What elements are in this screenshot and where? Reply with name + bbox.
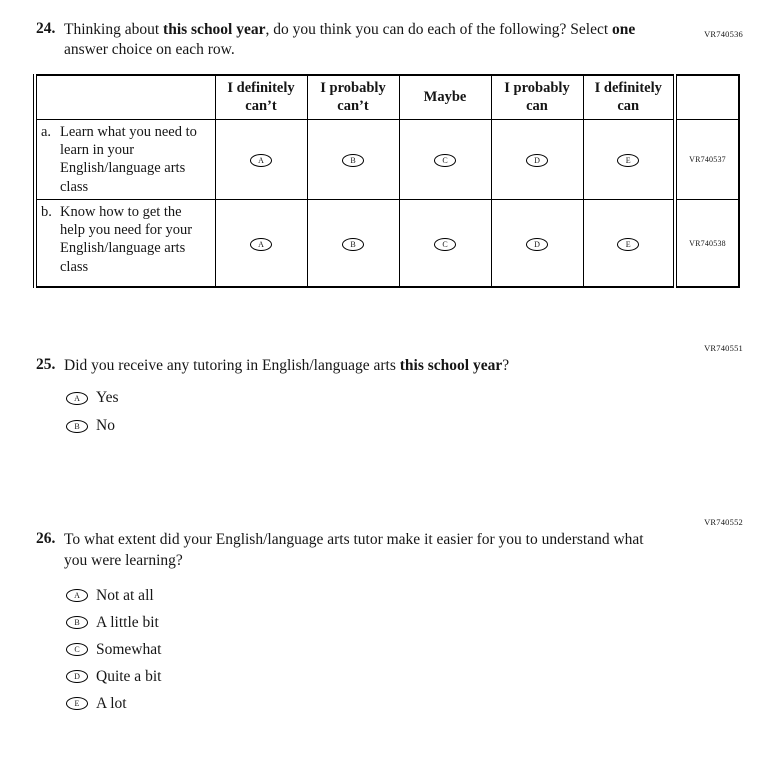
option-yes[interactable]: [66, 389, 769, 407]
answer-bubble[interactable]: E: [66, 697, 88, 710]
answer-bubble[interactable]: B: [342, 154, 364, 167]
form-code-q26: VR740552: [704, 517, 743, 528]
answer-bubble[interactable]: A: [66, 392, 88, 405]
table-header-row: [35, 75, 739, 119]
answer-bubble[interactable]: A: [66, 589, 88, 602]
q24-text-part-4: one: [612, 21, 636, 38]
question-25: [36, 356, 769, 376]
row-letter: a.: [41, 123, 52, 140]
survey-page: [0, 20, 769, 713]
answer-cell: [583, 119, 675, 199]
option-a-little-bit[interactable]: [66, 614, 769, 632]
q24-answer-table: [33, 74, 740, 288]
column-header: Maybe: [399, 75, 491, 119]
answer-bubble[interactable]: C: [434, 238, 456, 251]
table-row: [35, 199, 739, 287]
option-somewhat[interactable]: [66, 641, 769, 659]
answer-cell: [307, 119, 399, 199]
answer-bubble[interactable]: A: [250, 238, 272, 251]
option-a-lot[interactable]: [66, 695, 769, 713]
answer-bubble[interactable]: E: [617, 238, 639, 251]
option-label: A little bit: [96, 613, 159, 631]
question-number: 25.: [36, 356, 56, 374]
q25-text-part-1: Did you receive any tutoring in English/language arts: [64, 357, 400, 375]
option-no[interactable]: [66, 417, 769, 435]
q24-text-part-3: , do you think you can do each of the following? Select: [265, 21, 613, 38]
question-24: [36, 20, 769, 60]
answer-bubble[interactable]: B: [66, 616, 88, 629]
answer-bubble[interactable]: C: [434, 154, 456, 167]
option-quite-a-bit[interactable]: [66, 668, 769, 686]
row-code: VR740538: [675, 199, 739, 287]
answer-cell: [491, 199, 583, 287]
answer-bubble[interactable]: D: [526, 238, 548, 251]
form-code-top: VR740536: [704, 29, 743, 39]
q24-text-part-2: this school year: [163, 21, 266, 38]
question-26: [36, 530, 769, 570]
q25-text-part-2: this school year: [399, 357, 503, 375]
answer-bubble[interactable]: E: [617, 154, 639, 167]
question-text: [64, 20, 682, 60]
option-label: Not at all: [96, 586, 154, 604]
answer-cell: [399, 119, 491, 199]
q25-text-part-3: ?: [502, 357, 510, 375]
form-code-q25: VR740551: [704, 343, 743, 354]
q24-text-part-5: answer choice on each row.: [64, 41, 235, 59]
column-header: I probably can’t: [307, 75, 399, 119]
table-row: [35, 119, 739, 199]
column-header: I probably can: [491, 75, 583, 119]
row-label-text: Know how to get the help you need for your English/language arts class: [60, 203, 193, 275]
q26-options: [66, 587, 769, 713]
row-label-text: Learn what you need to learn in your English/language arts class: [60, 123, 197, 195]
answer-cell: [491, 119, 583, 199]
question-number: 26.: [36, 530, 56, 548]
option-label: Somewhat: [96, 640, 162, 658]
answer-bubble[interactable]: D: [66, 670, 88, 683]
answer-cell: [215, 119, 307, 199]
option-label: Yes: [96, 389, 119, 407]
answer-bubble[interactable]: B: [342, 238, 364, 251]
answer-cell: [307, 199, 399, 287]
option-label: No: [96, 417, 115, 435]
row-letter: b.: [41, 203, 52, 220]
column-header: I definitely can: [583, 75, 675, 119]
q25-options: [66, 389, 769, 435]
answer-bubble[interactable]: D: [526, 154, 548, 167]
option-not-at-all[interactable]: [66, 587, 769, 605]
answer-cell: [215, 199, 307, 287]
answer-bubble[interactable]: A: [250, 154, 272, 167]
row-label: [35, 119, 215, 199]
answer-bubble[interactable]: C: [66, 643, 88, 656]
answer-bubble[interactable]: B: [66, 420, 88, 433]
q24-text-part-1: Thinking about: [64, 21, 164, 38]
answer-cell: [583, 199, 675, 287]
option-label: Quite a bit: [96, 667, 162, 685]
code-header-cell: [675, 75, 739, 119]
answer-cell: [399, 199, 491, 287]
question-number: 24.: [36, 20, 56, 37]
option-label: A lot: [96, 694, 127, 712]
row-label: [35, 199, 215, 287]
blank-header-cell: [35, 75, 215, 119]
question-text: To what extent did your English/language arts tutor make it easier for you to understand what you were learning?: [64, 531, 644, 569]
question-text: [64, 356, 682, 376]
column-header: I definitely can’t: [215, 75, 307, 119]
row-code: VR740537: [675, 119, 739, 199]
